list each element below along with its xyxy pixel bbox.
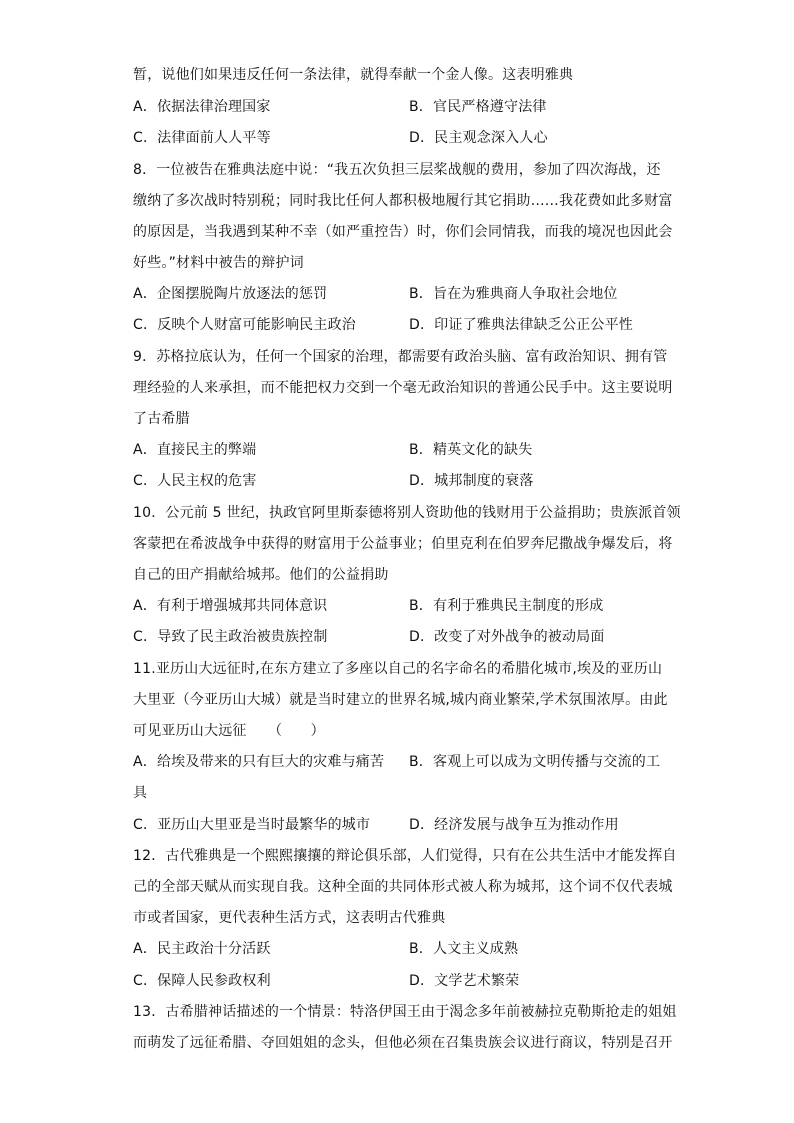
q9-option-b: B．精英文化的缺失 bbox=[409, 442, 533, 458]
q8-stem-line: 8．一位被告在雅典法庭中说：“我五次负担三层桨战舰的费用，参加了四次海战，还 bbox=[133, 162, 661, 178]
q11-option-c: C．亚历山大里亚是当时最繁华的城市 bbox=[133, 817, 371, 833]
q8-stem-line: 缴纳了多次战时特别税；同时我比任何人都积极地履行其它捐助……我花费如此多财富 bbox=[133, 193, 673, 209]
q8-option-c: C．反映个人财富可能影响民主政治 bbox=[133, 317, 356, 333]
q7-stem-tail: 暂，说他们如果违反任何一条法律，就得奉献一个金人像。这表明雅典 bbox=[133, 67, 574, 83]
q11-stem-line: 可见亚历山大远征 （ ） bbox=[133, 723, 325, 739]
q7-option-b: B．官民严格遵守法律 bbox=[409, 99, 547, 115]
q9-option-c: C．人民主权的危害 bbox=[133, 473, 257, 489]
q11-option-b: B．客观上可以成为文明传播与交流的工 bbox=[409, 754, 661, 770]
q8-stem-line: 好些。”材料中被告的辩护词 bbox=[133, 255, 304, 271]
q7-option-c: C．法律面前人人平等 bbox=[133, 130, 271, 146]
q12-option-d: D．文学艺术繁荣 bbox=[409, 973, 520, 989]
q12-stem-line: 市或者国家，更代表种生活方式，这表明古代雅典 bbox=[133, 910, 446, 926]
q8-option-d: D．印证了雅典法律缺乏公正公平性 bbox=[409, 317, 633, 333]
q9-stem-line: 了古希腊 bbox=[133, 411, 190, 427]
q11-option-b-wrap: 具 bbox=[133, 785, 148, 801]
q8-option-b: B．旨在为雅典商人争取社会地位 bbox=[409, 286, 618, 302]
q10-option-a: A．有利于增强城邦共同体意识 bbox=[133, 598, 328, 614]
q12-stem-line: 己的全部天赋从而实现自我。这种全面的共同体形式被人称为城邦，这个词不仅代表城 bbox=[133, 879, 673, 895]
q10-option-b: B．有利于雅典民主制度的形成 bbox=[409, 598, 604, 614]
q10-stem-line: 自己的田产捐献给城邦。他们的公益捐助 bbox=[133, 567, 389, 583]
q11-option-a: A．给埃及带来的只有巨大的灾难与痛苦 bbox=[133, 754, 385, 770]
q9-option-d: D．城邦制度的衰落 bbox=[409, 473, 534, 489]
q8-option-a: A．企图摆脱陶片放逐法的惩罚 bbox=[133, 286, 328, 302]
q8-stem-line: 的原因是，当我遇到某种不幸（如严重控告）时，你们会同情我，而我的境况也因此会 bbox=[133, 224, 673, 240]
q9-stem-line: 9．苏格拉底认为，任何一个国家的治理，都需要有政治头脑、富有政治知识、拥有管 bbox=[133, 349, 668, 365]
q7-option-d: D．民主观念深入人心 bbox=[409, 130, 548, 146]
q12-option-a: A．民主政治十分活跃 bbox=[133, 941, 271, 957]
q9-stem-line: 理经验的人来承担，而不能把权力交到一个毫无政治知识的普通公民手中。这主要说明 bbox=[133, 380, 673, 396]
q9-option-a: A．直接民主的弊端 bbox=[133, 442, 257, 458]
q13-stem-line: 13．古希腊神话描述的一个情景：特洛伊国王由于渴念多年前被赫拉克勒斯抢走的姐姐 bbox=[133, 1004, 677, 1020]
q10-option-c: C．导致了民主政治被贵族控制 bbox=[133, 629, 328, 645]
q12-option-b: B．人文主义成熟 bbox=[409, 941, 519, 957]
q10-stem-line: 10．公元前 5 世纪，执政官阿里斯泰德将别人资助他的钱财用于公益捐助；贵族派首领 bbox=[133, 505, 681, 521]
q11-stem-line: 大里亚（今亚历山大城）就是当时建立的世界名城,城内商业繁荣,学术氛围浓厚。由此 bbox=[133, 692, 668, 708]
q13-stem-line: 而萌发了远征希腊、夺回姐姐的念头，但他必须在召集贵族会议进行商议，特别是召开 bbox=[133, 1035, 673, 1051]
q7-option-a: A．依据法律治理国家 bbox=[133, 99, 271, 115]
q11-stem-line: 11.亚历山大远征时,在东方建立了多座以自己的名字命名的希腊化城市,埃及的亚历山 bbox=[133, 661, 663, 677]
q12-stem-line: 12．古代雅典是一个熙熙攘攘的辩论俱乐部，人们觉得，只有在公共生活中才能发挥自 bbox=[133, 848, 677, 864]
q10-option-d: D．改变了对外战争的被动局面 bbox=[409, 629, 605, 645]
q11-option-d: D．经济发展与战争互为推动作用 bbox=[409, 817, 619, 833]
q12-option-c: C．保障人民参政权利 bbox=[133, 973, 271, 989]
q10-stem-line: 客蒙把在希波战争中获得的财富用于公益事业；伯里克利在伯罗奔尼撒战争爆发后，将 bbox=[133, 536, 673, 552]
